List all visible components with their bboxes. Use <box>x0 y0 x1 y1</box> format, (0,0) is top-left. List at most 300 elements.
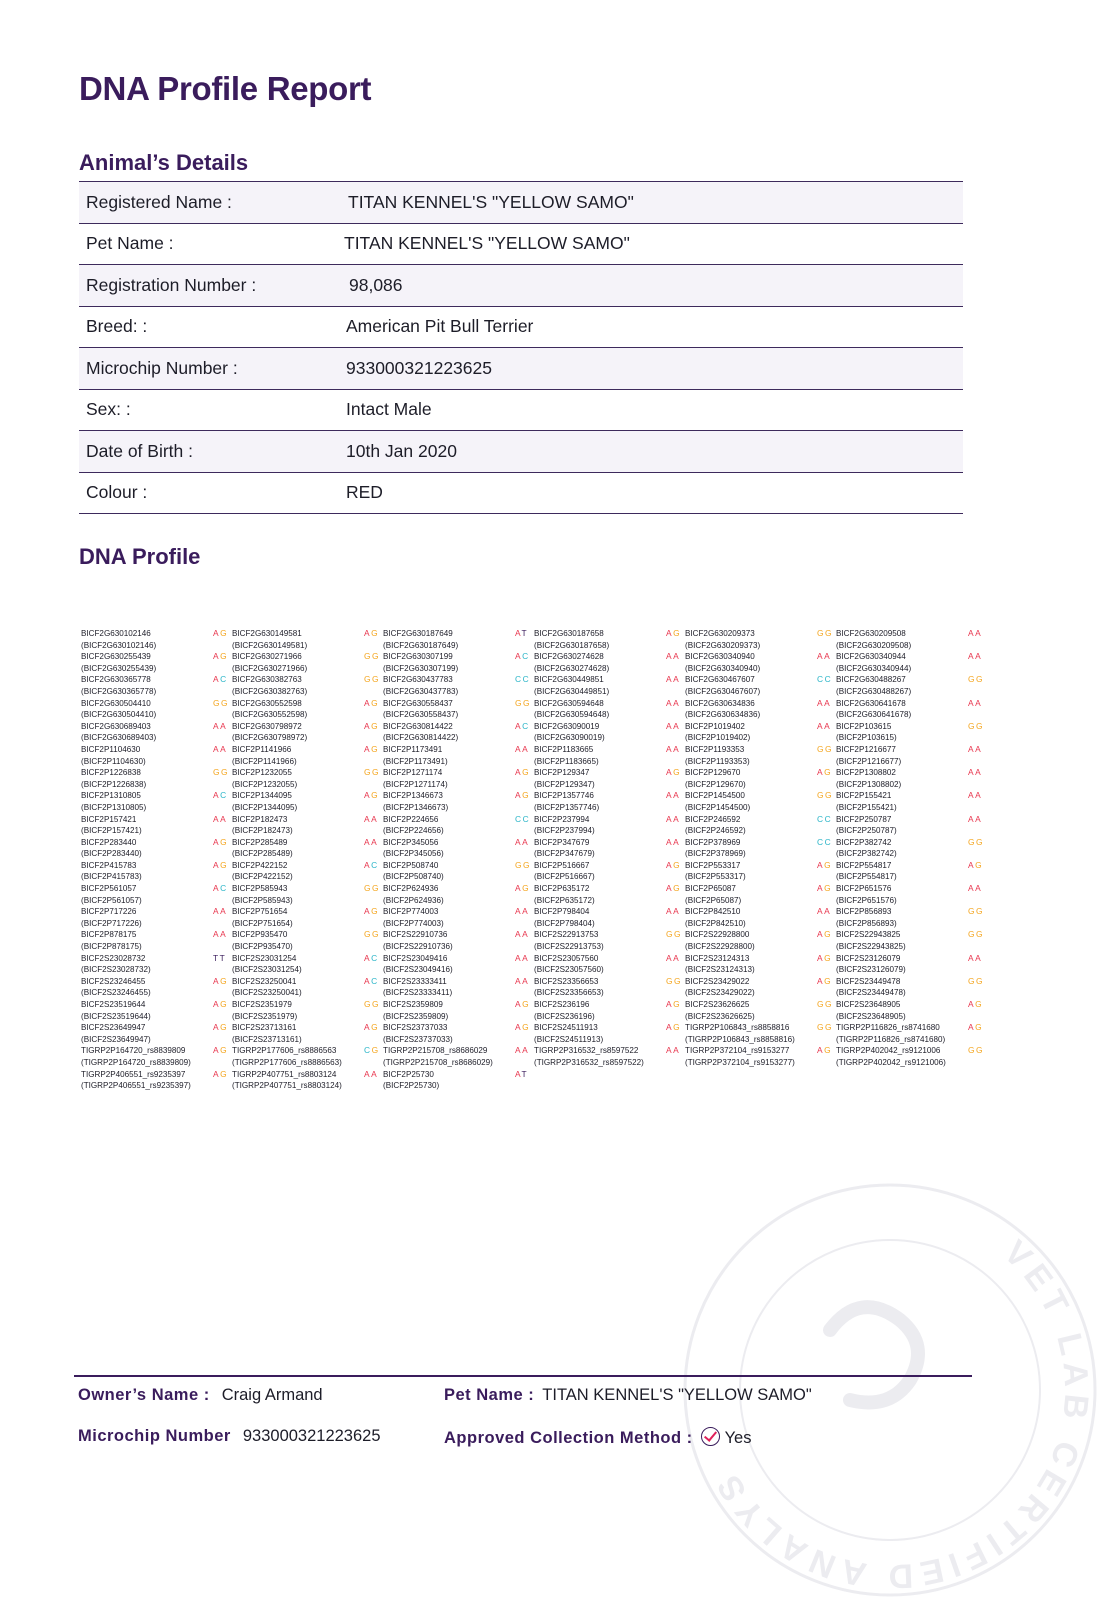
marker-name: BICF2G630255439 (BICF2G630255439) <box>81 652 157 673</box>
marker-name: BICF2G630437783 (BICF2G630437783) <box>383 675 459 696</box>
marker-name: BICF2S23250041 (BICF2S23250041) <box>232 976 302 998</box>
details-label: Registration Number : <box>86 274 257 295</box>
genotype: AG <box>666 859 682 870</box>
marker-name: BICF2P635172 (BICF2P635172) <box>534 884 595 905</box>
genotype: AG <box>666 1022 682 1033</box>
marker-name: BICF2S23057560 (BICF2S23057560) <box>534 953 604 975</box>
details-label: Date of Birth : <box>86 440 193 461</box>
genotype: AA <box>213 743 228 754</box>
genotype: AG <box>213 628 229 638</box>
marker-name: BICF2S23649947 (BICF2S23649947) <box>81 1023 151 1044</box>
marker-name: BICF2S236196 (BICF2S236196) <box>534 1000 595 1021</box>
dna-row <box>81 1045 987 1068</box>
details-value: 10th Jan 2020 <box>346 440 457 461</box>
dna-row <box>81 744 987 767</box>
marker-name: BICF2S22928800 (BICF2S22928800) <box>685 930 755 952</box>
dna-row <box>81 883 987 906</box>
genotype: AA <box>817 651 832 662</box>
marker-name: BICF2P1193353 (BICF2P1193353) <box>685 744 750 766</box>
genotype: AG <box>515 767 531 778</box>
footer-microchip-value: 933000321223625 <box>242 1427 381 1445</box>
dna-row <box>81 674 987 697</box>
genotype: AT <box>515 628 529 638</box>
genotype: GG <box>968 975 985 986</box>
marker-name: BICF2G630689403 (BICF2G630689403) <box>81 721 157 743</box>
genotype: AA <box>515 836 530 847</box>
details-value: RED <box>346 482 383 503</box>
genotype: AA <box>968 697 983 708</box>
genotype: GG <box>666 975 683 986</box>
dna-row <box>81 837 987 860</box>
genotype: AG <box>364 790 380 801</box>
dna-row <box>81 651 987 674</box>
dna-row <box>81 976 987 999</box>
genotype: AG <box>515 790 531 801</box>
details-row-colour <box>79 473 963 515</box>
genotype: AG <box>817 975 833 986</box>
marker-name: BICF2G630634836 (BICF2G630634836) <box>685 698 761 720</box>
marker-name: BICF2P129670 (BICF2P129670) <box>685 768 746 789</box>
marker-name: BICF2P561057 (BICF2P561057) <box>81 884 142 905</box>
marker-name: BICF2P878175 (BICF2P878175) <box>81 930 142 952</box>
dna-row <box>81 698 987 721</box>
genotype: GG <box>364 674 381 685</box>
genotype: AA <box>666 952 681 963</box>
genotype: AG <box>213 1045 229 1056</box>
genotype: AA <box>515 929 530 940</box>
marker-name: BICF2G630340940 (BICF2G630340940) <box>685 652 761 673</box>
collection-method-value: Yes <box>724 1429 752 1447</box>
marker-name: BICF2G630594648 (BICF2G630594648) <box>534 698 610 720</box>
details-value: TITAN KENNEL'S "YELLOW SAMO" <box>344 233 630 254</box>
marker-name: BICF2P182473 (BICF2P182473) <box>232 814 293 836</box>
marker-name: BICF2P1346673 (BICF2P1346673) <box>383 791 449 812</box>
details-value: Intact Male <box>346 399 432 420</box>
marker-name: BICF2P65087 (BICF2P65087) <box>685 884 742 905</box>
details-row-microchip-number <box>79 348 963 390</box>
marker-name: BICF2G630488267 (BICF2G630488267) <box>836 675 912 696</box>
seal-text: VET LAB CERTIFIED ANALYS <box>706 1233 1096 1596</box>
details-value: TITAN KENNEL'S "YELLOW SAMO" <box>348 191 634 212</box>
marker-name: BICF2S23049416 (BICF2S23049416) <box>383 953 453 975</box>
footer-pet-name-line <box>444 1386 812 1405</box>
genotype: AG <box>515 883 531 894</box>
marker-name: BICF2P347679 (BICF2P347679) <box>534 837 595 859</box>
checkmark-circle-icon <box>701 1427 720 1446</box>
genotype: AG <box>817 859 833 870</box>
genotype: AA <box>968 628 983 638</box>
marker-name: BICF2G630187658 (BICF2G630187658) <box>534 629 610 650</box>
genotype: AG <box>213 651 229 662</box>
collection-method-label: Approved Collection Method : <box>444 1429 693 1447</box>
marker-name: BICF2P1344095 (BICF2P1344095) <box>232 791 298 812</box>
marker-name: BICF2S23028732 (BICF2S23028732) <box>81 953 151 975</box>
genotype: CC <box>515 674 531 685</box>
genotype: AG <box>213 975 229 986</box>
dna-row <box>81 767 987 790</box>
genotype: AA <box>213 929 228 940</box>
dna-row <box>81 1022 987 1045</box>
genotype: AA <box>515 743 530 754</box>
report-title: DNA Profile Report <box>79 70 372 107</box>
genotype: GG <box>213 767 230 778</box>
footer-microchip-line <box>78 1427 381 1446</box>
genotype: CC <box>515 813 531 824</box>
genotype: AC <box>213 883 228 894</box>
marker-name: BICF2S24511913 (BICF2S24511913) <box>534 1023 604 1044</box>
genotype: GG <box>213 697 230 708</box>
genotype: AA <box>666 1045 681 1056</box>
genotype: AA <box>968 952 983 963</box>
genotype: AA <box>968 883 983 894</box>
genotype: GG <box>364 929 381 940</box>
marker-name: BICF2P1183665 (BICF2P1183665) <box>534 744 599 766</box>
genotype: AA <box>666 697 681 708</box>
marker-name: BICF2P516667 (BICF2P516667) <box>534 860 595 882</box>
details-label: Colour : <box>86 482 148 503</box>
genotype: GG <box>968 674 985 685</box>
marker-name: BICF2S23031254 (BICF2S23031254) <box>232 953 302 975</box>
marker-name: BICF2S23333411 (BICF2S23333411) <box>383 976 453 998</box>
genotype: GG <box>817 628 834 638</box>
genotype: AG <box>213 999 229 1009</box>
dna-row <box>81 628 987 651</box>
marker-name: BICF2P1454500 (BICF2P1454500) <box>685 791 751 812</box>
marker-name: BICF2G630187649 (BICF2G630187649) <box>383 629 459 650</box>
animal-details-heading: Animal’s Details <box>79 150 249 175</box>
marker-name: BICF2P382742 (BICF2P382742) <box>836 837 897 859</box>
dna-profile-table <box>81 628 987 1092</box>
genotype: AG <box>213 836 229 847</box>
marker-name: BICF2G630382763 (BICF2G630382763) <box>232 675 308 696</box>
marker-name: BICF2G630365778 (BICF2G630365778) <box>81 675 157 696</box>
genotype: AG <box>817 929 833 940</box>
marker-name: BICF2P1019402 (BICF2P1019402) <box>685 721 751 743</box>
marker-name: BICF2S23449478 (BICF2S23449478) <box>836 976 906 998</box>
genotype: AG <box>666 767 682 778</box>
marker-name: BICF2S23626625 (BICF2S23626625) <box>685 1000 755 1021</box>
genotype: AG <box>968 859 984 870</box>
genotype: AG <box>666 999 682 1009</box>
details-row-date-of-birth <box>79 431 963 473</box>
details-row-registered-name <box>79 182 963 224</box>
marker-name: BICF2P1216677 (BICF2P1216677) <box>836 744 902 766</box>
marker-name: TIGRP2P316532_rs8597522 (TIGRP2P316532_rs8597522) <box>534 1046 644 1067</box>
genotype: AC <box>515 651 530 662</box>
marker-name: BICF2S23737033 (BICF2S23737033) <box>383 1023 453 1044</box>
marker-name: BICF2G630552598 (BICF2G630552598) <box>232 698 308 720</box>
marker-name: BICF2P378969 (BICF2P378969) <box>685 837 746 859</box>
genotype: AG <box>364 743 380 754</box>
dna-row <box>81 860 987 883</box>
marker-name: BICF2P751654 (BICF2P751654) <box>232 907 293 928</box>
marker-name: BICF2G63090019 (BICF2G63090019) <box>534 721 605 743</box>
marker-name: TIGRP2P407751_rs8803124 (TIGRP2P407751_rs8803124) <box>232 1069 342 1091</box>
genotype: AA <box>666 743 681 754</box>
genotype: AG <box>515 1022 531 1033</box>
marker-name: BICF2P842510 (BICF2P842510) <box>685 907 746 928</box>
marker-name: BICF2P554817 (BICF2P554817) <box>836 860 897 882</box>
genotype: AG <box>666 628 682 638</box>
marker-name: BICF2P155421 (BICF2P155421) <box>836 791 897 812</box>
footer-microchip-label: Microchip Number <box>78 1427 231 1445</box>
genotype: GG <box>968 1045 985 1056</box>
genotype: CC <box>817 813 833 824</box>
marker-name: BICF2P285489 (BICF2P285489) <box>232 837 293 859</box>
marker-name: BICF2G630307199 (BICF2G630307199) <box>383 652 459 673</box>
marker-name: BICF2S23648905 (BICF2S23648905) <box>836 1000 906 1021</box>
marker-name: BICF2P237994 (BICF2P237994) <box>534 814 595 836</box>
marker-name: BICF2S23713161 (BICF2S23713161) <box>232 1023 302 1044</box>
marker-name: BICF2P1226838 (BICF2P1226838) <box>81 768 147 789</box>
genotype: AA <box>666 836 681 847</box>
dna-profile-heading: DNA Profile <box>79 544 201 569</box>
genotype: AA <box>968 651 983 662</box>
genotype: AA <box>968 767 983 778</box>
footer-pet-name-label: Pet Name : <box>444 1386 535 1404</box>
owner-name-value: Craig Armand <box>221 1386 323 1404</box>
marker-name: BICF2P717226 (BICF2P717226) <box>81 907 142 928</box>
marker-name: BICF2P157421 (BICF2P157421) <box>81 814 142 836</box>
marker-name: BICF2G630467607 (BICF2G630467607) <box>685 675 761 696</box>
genotype: AA <box>968 743 983 754</box>
marker-name: BICF2P224656 (BICF2P224656) <box>383 814 444 836</box>
empty-cell <box>666 1069 685 1092</box>
genotype: AA <box>515 906 530 917</box>
genotype: AC <box>364 859 379 870</box>
marker-name: BICF2P1173491 (BICF2P1173491) <box>383 744 448 766</box>
marker-name: BICF2G630271966 (BICF2G630271966) <box>232 652 308 673</box>
marker-name: BICF2S2351979 (BICF2S2351979) <box>232 1000 298 1021</box>
marker-name: BICF2S23126079 (BICF2S23126079) <box>836 953 906 975</box>
genotype: CC <box>817 836 833 847</box>
genotype: GG <box>968 929 985 940</box>
genotype: AA <box>666 906 681 917</box>
marker-name: BICF2P585943 (BICF2P585943) <box>232 884 293 905</box>
collection-method-line <box>444 1427 751 1448</box>
footer-pet-name-value: TITAN KENNEL'S "YELLOW SAMO" <box>542 1386 812 1404</box>
genotype: GG <box>968 836 985 847</box>
genotype: AC <box>364 952 379 963</box>
genotype: TT <box>213 952 227 963</box>
genotype: AG <box>213 1022 229 1033</box>
marker-name: BICF2S22943825 (BICF2S22943825) <box>836 930 906 952</box>
marker-name: TIGRP2P372104_rs9153277 (TIGRP2P372104_rs9153277) <box>685 1046 795 1067</box>
marker-name: BICF2P1104630 (BICF2P1104630) <box>81 744 146 766</box>
marker-name: BICF2S23124313 (BICF2S23124313) <box>685 953 755 975</box>
genotype: AG <box>817 1045 833 1056</box>
marker-name: BICF2P856893 (BICF2P856893) <box>836 907 897 928</box>
marker-name: BICF2P1232055 (BICF2P1232055) <box>232 768 298 789</box>
marker-name: BICF2G630209373 (BICF2G630209373) <box>685 629 761 650</box>
genotype: AA <box>213 813 228 824</box>
marker-name: TIGRP2P402042_rs9121006 (TIGRP2P402042_rs9121006) <box>836 1046 946 1067</box>
genotype: AA <box>666 813 681 824</box>
genotype: AA <box>817 697 832 708</box>
genotype: AA <box>213 906 228 917</box>
genotype: AA <box>364 1068 379 1079</box>
dna-row <box>81 721 987 744</box>
genotype: GG <box>364 999 381 1009</box>
marker-name: BICF2P651576 (BICF2P651576) <box>836 884 897 905</box>
details-row-registration-number <box>79 265 963 307</box>
genotype: GG <box>817 743 834 754</box>
marker-name: BICF2S23429022 (BICF2S23429022) <box>685 976 755 998</box>
genotype: AA <box>213 720 228 731</box>
details-value: American Pit Bull Terrier <box>346 316 534 337</box>
marker-name: TIGRP2P406551_rs9235397 (TIGRP2P406551_rs9235397) <box>81 1069 191 1091</box>
marker-name: BICF2P1141966 (BICF2P1141966) <box>232 744 297 766</box>
marker-name: TIGRP2P116826_rs8741680 (TIGRP2P116826_rs8741680) <box>836 1023 946 1044</box>
marker-name: BICF2P553317 (BICF2P553317) <box>685 860 746 882</box>
marker-name: BICF2P1310805 (BICF2P1310805) <box>81 791 147 812</box>
marker-name: BICF2P415783 (BICF2P415783) <box>81 860 142 882</box>
marker-name: BICF2S22910736 (BICF2S22910736) <box>383 930 453 952</box>
marker-name: BICF2S2359809 (BICF2S2359809) <box>383 1000 449 1021</box>
marker-name: BICF2P422152 (BICF2P422152) <box>232 860 293 882</box>
genotype: AG <box>364 697 380 708</box>
genotype: AG <box>968 1022 984 1033</box>
genotype: AG <box>364 1022 380 1033</box>
marker-name: BICF2P1357746 (BICF2P1357746) <box>534 791 600 812</box>
genotype: AG <box>515 999 531 1009</box>
genotype: AG <box>364 906 380 917</box>
genotype: GG <box>364 651 381 662</box>
genotype: AA <box>968 813 983 824</box>
genotype: AA <box>968 790 983 801</box>
marker-name: BICF2P246592 (BICF2P246592) <box>685 814 746 836</box>
marker-name: BICF2G630149581 (BICF2G630149581) <box>232 629 308 650</box>
marker-name: BICF2P935470 (BICF2P935470) <box>232 930 293 952</box>
genotype: AA <box>666 674 681 685</box>
details-value: 933000321223625 <box>346 357 492 378</box>
genotype: AA <box>666 651 681 662</box>
genotype: GG <box>817 1022 834 1033</box>
genotype: AA <box>515 1045 530 1056</box>
genotype: AC <box>515 720 530 731</box>
genotype: GG <box>968 720 985 731</box>
marker-name: BICF2P1308802 (BICF2P1308802) <box>836 768 902 789</box>
details-label: Pet Name : <box>86 233 174 254</box>
marker-name: BICF2G630449851 (BICF2G630449851) <box>534 675 610 696</box>
genotype: AC <box>213 790 228 801</box>
genotype: GG <box>666 929 683 940</box>
genotype: AG <box>213 859 229 870</box>
marker-name: BICF2G630814422 (BICF2G630814422) <box>383 721 459 743</box>
genotype: AG <box>364 720 380 731</box>
marker-name: BICF2P345056 (BICF2P345056) <box>383 837 444 859</box>
marker-name: BICF2P508740 (BICF2P508740) <box>383 860 444 882</box>
marker-name: BICF2P283440 (BICF2P283440) <box>81 837 142 859</box>
marker-name: BICF2P1271174 (BICF2P1271174) <box>383 768 448 789</box>
genotype: AA <box>515 952 530 963</box>
genotype: AC <box>364 975 379 986</box>
marker-name: BICF2P624936 (BICF2P624936) <box>383 884 444 905</box>
genotype: AT <box>515 1068 529 1079</box>
marker-name: BICF2P25730 (BICF2P25730) <box>383 1069 440 1091</box>
details-label: Microchip Number : <box>86 357 238 378</box>
genotype: AG <box>817 883 833 894</box>
genotype: GG <box>515 697 532 708</box>
empty-cell <box>836 1069 968 1092</box>
details-label: Breed: : <box>86 316 148 337</box>
genotype: AA <box>817 720 832 731</box>
marker-name: BICF2S22913753 (BICF2S22913753) <box>534 930 604 952</box>
genotype: AG <box>817 767 833 778</box>
details-label: Registered Name : <box>86 191 232 212</box>
genotype: CG <box>364 1045 380 1056</box>
genotype: AA <box>364 836 379 847</box>
genotype: CC <box>817 674 833 685</box>
marker-name: BICF2P129347 (BICF2P129347) <box>534 768 595 789</box>
footer-divider <box>74 1375 972 1377</box>
dna-row <box>81 953 987 976</box>
empty-cell <box>534 1069 666 1092</box>
genotype: AC <box>213 674 228 685</box>
dna-row <box>81 999 987 1022</box>
details-value: 98,086 <box>349 274 403 295</box>
genotype: AA <box>364 813 379 824</box>
details-row-pet-name <box>79 224 963 266</box>
marker-name: TIGRP2P215708_rs8686029 (TIGRP2P215708_rs8686029) <box>383 1046 493 1067</box>
marker-name: TIGRP2P177606_rs8886563 (TIGRP2P177606_rs8886563) <box>232 1046 342 1067</box>
marker-name: BICF2G630102146 (BICF2G630102146) <box>81 629 157 650</box>
genotype: AA <box>666 720 681 731</box>
animal-details-table <box>79 181 963 514</box>
genotype: GG <box>364 767 381 778</box>
marker-name: BICF2P250787 (BICF2P250787) <box>836 814 897 836</box>
genotype: AA <box>515 975 530 986</box>
empty-cell <box>817 1069 836 1092</box>
genotype: GG <box>364 883 381 894</box>
details-row-breed <box>79 307 963 349</box>
marker-name: BICF2P774003 (BICF2P774003) <box>383 907 444 928</box>
marker-name: TIGRP2P164720_rs8839809 (TIGRP2P164720_rs8839809) <box>81 1046 191 1067</box>
dna-row <box>81 929 987 952</box>
dna-row <box>81 906 987 929</box>
marker-name: BICF2G630558437 (BICF2G630558437) <box>383 698 459 720</box>
marker-name: BICF2S23519644 (BICF2S23519644) <box>81 1000 151 1021</box>
marker-name: BICF2P103615 (BICF2P103615) <box>836 721 897 743</box>
details-row-sex <box>79 390 963 432</box>
empty-cell <box>968 1069 987 1092</box>
dna-row <box>81 814 987 837</box>
owner-name-line <box>78 1386 323 1405</box>
genotype: GG <box>515 859 532 870</box>
genotype: AG <box>968 999 984 1009</box>
details-label: Sex: : <box>86 399 131 420</box>
marker-name: TIGRP2P106843_rs8858816 (TIGRP2P106843_rs8858816) <box>685 1023 795 1044</box>
dna-row <box>81 790 987 813</box>
marker-name: BICF2G630340944 (BICF2G630340944) <box>836 652 912 673</box>
genotype: AG <box>364 628 380 638</box>
genotype: GG <box>817 790 834 801</box>
genotype: AA <box>666 790 681 801</box>
marker-name: BICF2S23246455 (BICF2S23246455) <box>81 976 151 998</box>
empty-cell <box>685 1069 817 1092</box>
genotype: GG <box>817 999 834 1009</box>
marker-name: BICF2G630274628 (BICF2G630274628) <box>534 652 610 673</box>
genotype: AG <box>213 1068 229 1079</box>
genotype: AG <box>817 952 833 963</box>
marker-name: BICF2G630641678 (BICF2G630641678) <box>836 698 912 720</box>
genotype: GG <box>968 906 985 917</box>
marker-name: BICF2G630209508 (BICF2G630209508) <box>836 629 912 650</box>
marker-name: BICF2S23356653 (BICF2S23356653) <box>534 976 604 998</box>
owner-name-label: Owner’s Name : <box>78 1386 210 1404</box>
marker-name: BICF2P798404 (BICF2P798404) <box>534 907 595 928</box>
genotype: AA <box>817 906 832 917</box>
